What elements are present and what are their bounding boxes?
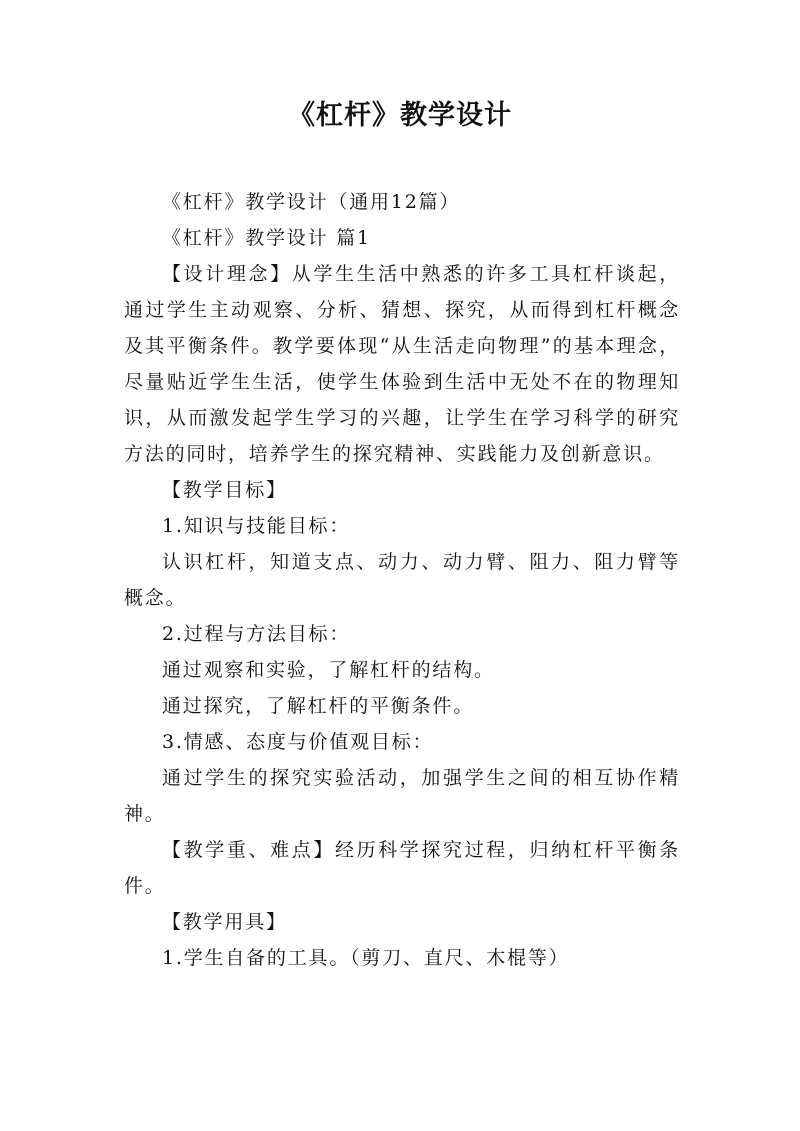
paragraph-goal-3-text: 通过学生的探究实验活动，加强学生之间的相互协作精神。 [124,767,680,825]
paragraph-teaching-tools-heading: 【教学用具】 [162,911,287,933]
paragraph-teaching-tools-item-1: 1.学生自备的工具。（剪刀、直尺、木棍等） [162,947,570,969]
paragraph-goal-2-text-b: 通过探究，了解杠杆的平衡条件。 [162,695,475,717]
paragraph-goal-1-text: 认识杠杆，知道支点、动力、动力臂、阻力、阻力臂等概念。 [124,551,680,609]
paragraph-goal-3-heading: 3.情感、态度与价值观目标： [162,731,434,753]
paragraph-design-concept: 【设计理念】从学生生活中熟悉的许多工具杠杆谈起，通过学生主动观察、分析、猜想、探究，从而得到杠杆概念及其平衡条件。教学要体现“从生活走向物理”的基本理念，尽量贴近学生生活，使学生体验到生活中无处不在的物理知识，从而激发起学生学习的兴趣，让学生在学习科学的研究方法的同时，培养学生的探究精神、实践能力及创新意识。 [124,263,680,465]
paragraph-goal-2-text-a: 通过观察和实验，了解杠杆的结构。 [162,659,495,681]
paragraph-article-heading: 《杠杆》教学设计 篇1 [162,227,371,249]
paragraph-goal-2-heading: 2.过程与方法目标： [162,623,351,645]
document-title: 《杠杆》教学设计 [288,100,512,131]
paragraph-teaching-goals-heading: 【教学目标】 [162,479,287,501]
paragraph-goal-1-heading: 1.知识与技能目标： [162,515,351,537]
paragraph-key-points: 【教学重、难点】经历科学探究过程，归纳杠杆平衡条件。 [124,839,680,897]
paragraph-collection-title: 《杠杆》教学设计（通用12篇） [162,191,461,213]
document-body [124,184,680,976]
